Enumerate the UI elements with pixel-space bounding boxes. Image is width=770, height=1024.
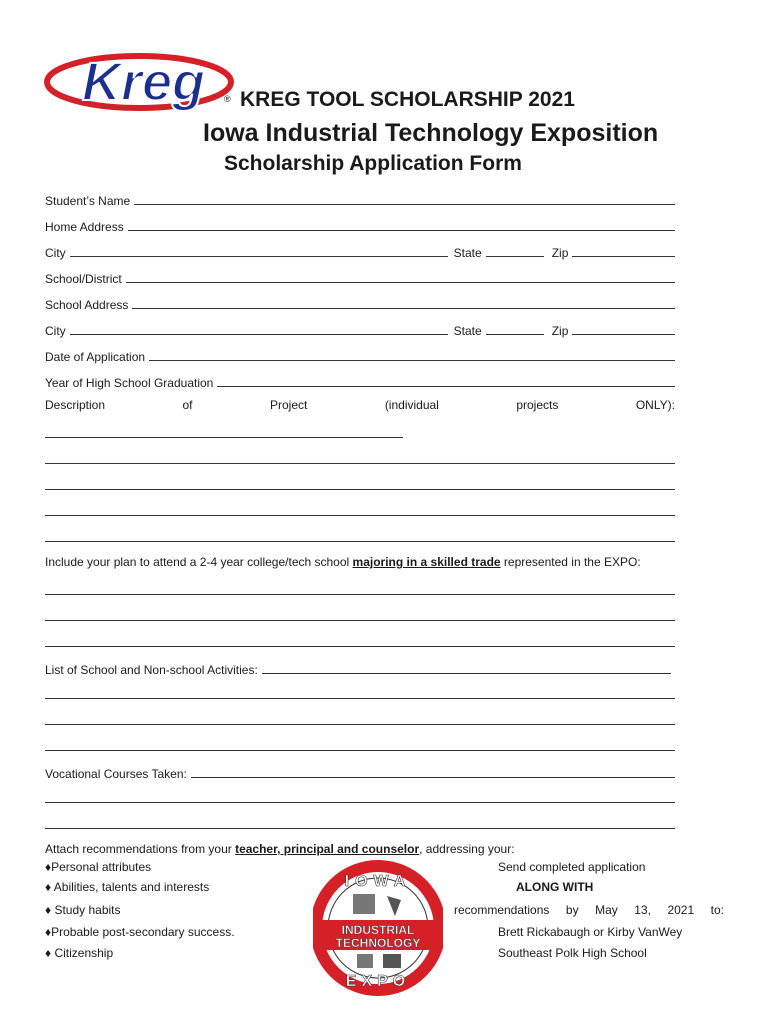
- send-word: recommendations: [454, 903, 550, 917]
- description-word: Project: [269, 398, 308, 412]
- activities-line[interactable]: [45, 724, 675, 725]
- student-name-field[interactable]: [45, 190, 675, 208]
- description-word: projects: [516, 398, 559, 412]
- saw-icon: [383, 954, 401, 968]
- home-address-field[interactable]: [45, 216, 675, 234]
- logo-text: Kreg: [82, 52, 206, 112]
- laptop-icon: [353, 894, 375, 914]
- expo-emblem: [313, 858, 443, 998]
- send-school: Southeast Polk High School: [498, 946, 647, 960]
- student-name-label: Student’s Name: [45, 194, 131, 208]
- school-address-label: School Address: [45, 298, 129, 312]
- description-word: Description: [45, 398, 106, 412]
- page-subtitle: Iowa Industrial Technology Exposition: [203, 119, 659, 147]
- recommendations-text: Attach recommendations from your: [45, 842, 236, 856]
- activities-label: List of School and Non-school Activities:: [45, 663, 258, 677]
- emblem-band-text: INDUSTRIAL: [341, 923, 415, 937]
- courses-line[interactable]: [45, 828, 675, 829]
- description-word: of: [182, 398, 193, 412]
- registered-mark: ®: [224, 94, 231, 104]
- send-line: Send completed application: [498, 860, 646, 874]
- send-recipients: Brett Rickabaugh or Kirby VanWey: [498, 925, 683, 939]
- send-deadline: [454, 903, 724, 917]
- description-line[interactable]: [45, 541, 675, 542]
- school-address-field[interactable]: [45, 294, 675, 312]
- form-title: Scholarship Application Form: [224, 152, 522, 175]
- recommendations-label: [45, 842, 515, 856]
- graduation-year-label: Year of High School Graduation: [45, 376, 214, 390]
- courses-field[interactable]: [45, 763, 675, 781]
- zip-label: Zip: [551, 324, 569, 338]
- recommendations-emphasis: teacher, principal and counselor: [235, 842, 420, 856]
- date-of-application-line[interactable]: [149, 359, 675, 361]
- courses-label: Vocational Courses Taken:: [45, 767, 187, 781]
- send-word: 13,: [634, 903, 651, 917]
- plan-line[interactable]: [45, 620, 675, 621]
- emblem-band-text: TECHNOLOGY: [335, 936, 421, 950]
- activities-line[interactable]: [45, 750, 675, 751]
- state-label: State: [453, 246, 482, 260]
- emblem-bottom-text: EXPO: [345, 973, 411, 990]
- graduation-year-field[interactable]: [45, 372, 675, 390]
- zip-line[interactable]: [572, 255, 675, 257]
- plan-line[interactable]: [45, 646, 675, 647]
- city-state-zip-field[interactable]: [45, 242, 675, 260]
- page-title: KREG TOOL SCHOLARSHIP 2021: [240, 88, 575, 111]
- description-line[interactable]: [45, 489, 675, 490]
- description-word: (individual: [384, 398, 439, 412]
- description-line[interactable]: [45, 463, 675, 464]
- tool-icon: [357, 954, 373, 968]
- plan-emphasis: majoring in a skilled trade: [352, 555, 501, 569]
- city-line[interactable]: [70, 333, 448, 335]
- send-word: to:: [710, 903, 724, 917]
- emblem-top-text: IOWA: [344, 873, 412, 890]
- kreg-logo: [44, 44, 234, 116]
- recommendation-item: ♦ Study habits: [45, 903, 121, 917]
- date-of-application-field[interactable]: [45, 346, 675, 364]
- state-line[interactable]: [486, 255, 544, 257]
- send-emphasis: ALONG WITH: [516, 880, 594, 894]
- recommendation-item: ♦ Abilities, talents and interests: [45, 880, 210, 894]
- description-label: [45, 398, 675, 412]
- state-label: State: [453, 324, 482, 338]
- state-line[interactable]: [486, 333, 544, 335]
- school-district-label: School/District: [45, 272, 122, 286]
- student-name-line[interactable]: [134, 203, 675, 205]
- city-line[interactable]: [70, 255, 448, 257]
- graduation-year-line[interactable]: [217, 385, 675, 387]
- zip-line[interactable]: [572, 333, 675, 335]
- recommendations-text: , addressing your:: [419, 842, 515, 856]
- city-label: City: [45, 324, 66, 338]
- plan-label: [45, 555, 641, 569]
- plan-text: represented in the EXPO:: [500, 555, 641, 569]
- plan-line[interactable]: [45, 594, 675, 595]
- school-city-state-zip-field[interactable]: [45, 320, 675, 338]
- home-address-label: Home Address: [45, 220, 124, 234]
- activities-line[interactable]: [262, 672, 671, 674]
- description-line[interactable]: [45, 437, 403, 438]
- recommendation-item: ♦Probable post-secondary success.: [45, 925, 235, 939]
- plan-text: Include your plan to attend a 2-4 year college/tech school: [45, 555, 353, 569]
- courses-line[interactable]: [45, 802, 675, 803]
- courses-line[interactable]: [191, 776, 675, 778]
- activities-field[interactable]: [45, 659, 671, 677]
- description-word: ONLY):: [635, 398, 675, 412]
- home-address-line[interactable]: [128, 229, 675, 231]
- recommendation-item: ♦Personal attributes: [45, 860, 152, 874]
- description-line[interactable]: [45, 515, 675, 516]
- school-district-line[interactable]: [126, 281, 675, 283]
- zip-label: Zip: [551, 246, 569, 260]
- activities-line[interactable]: [45, 698, 675, 699]
- send-word: May: [595, 903, 618, 917]
- send-word: by: [565, 903, 579, 917]
- school-address-line[interactable]: [132, 307, 675, 309]
- school-district-field[interactable]: [45, 268, 675, 286]
- send-word: 2021: [667, 903, 695, 917]
- city-label: City: [45, 246, 66, 260]
- date-of-application-label: Date of Application: [45, 350, 146, 364]
- recommendation-item: ♦ Citizenship: [45, 946, 114, 960]
